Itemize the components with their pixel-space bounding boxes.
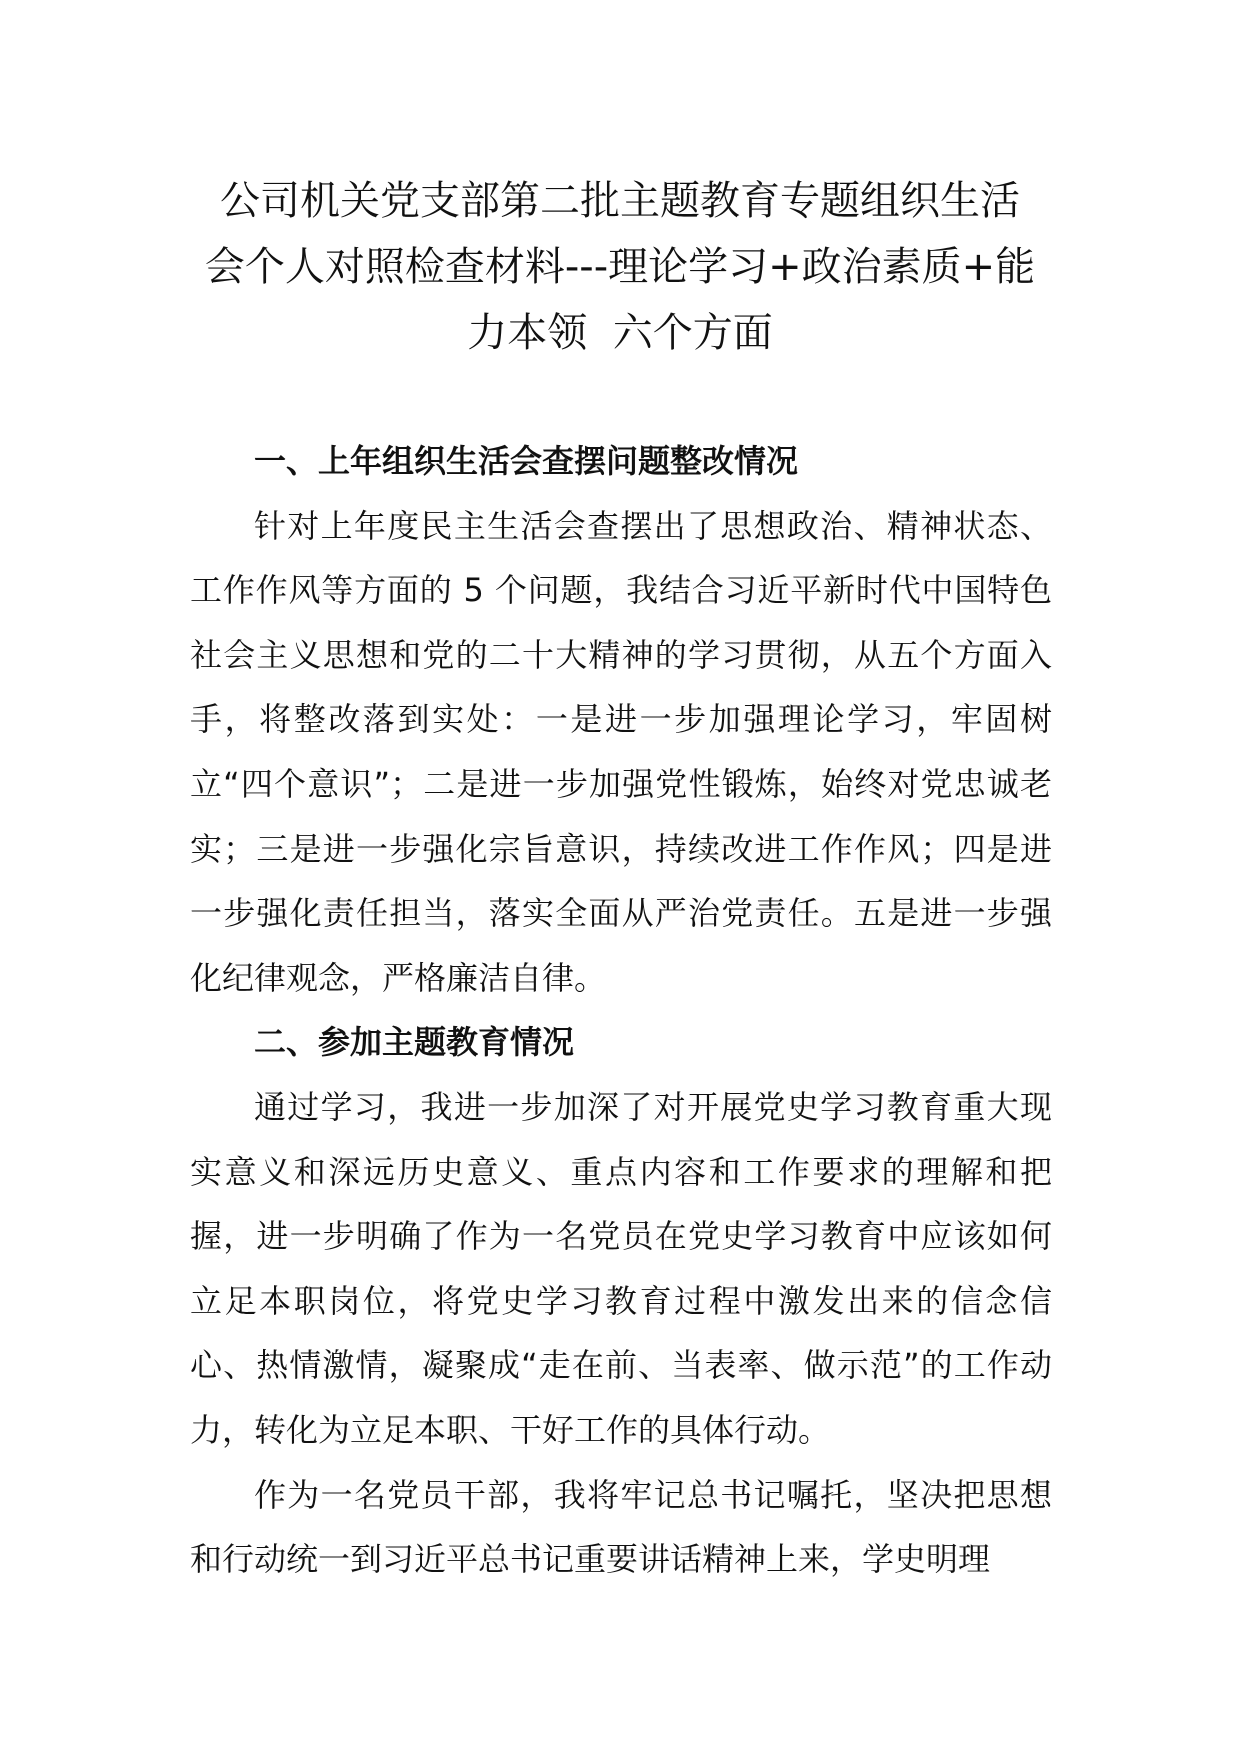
section-heading-2: 二、参加主题教育情况 [254, 1023, 575, 1062]
document-title [180, 168, 1060, 366]
section-1-paragraph-1: 针对上年度民主生活会查摆出了思想政治、精神状态、工作作风等方面的 5 个问题，我结合习近平新时代中国特色社会主义思想和党的二十大精神的学习贯彻，从五个方面入手，将整改落到实处：一是进一步加强理论学习，牢固树立“四个意识”；二是进一步加强党性锻炼，始终对党忠诚老实；三是进一步强化宗旨意识，持续改进工作作风；四是进一步强化责任担当，落实全面从严治党责任。五是进一步强化纪律观念，严格廉洁自律。 [190, 506, 1052, 997]
section-heading-1: 一、上年组织生活会查摆问题整改情况 [254, 442, 799, 480]
section-2-paragraph-2: 作为一名党员干部，我将牢记总书记嘱托，坚决把思想和行动统一到习近平总书记重要讲话精神上来，学史明理 [190, 1475, 1052, 1579]
title-line-3: 力本领 六个方面 [467, 310, 773, 356]
document-body [190, 429, 1052, 1592]
section-2-paragraph-1: 通过学习，我进一步加深了对开展党史学习教育重大现实意义和深远历史意义、重点内容和工作要求的理解和把握，进一步明确了作为一名党员在党史学习教育中应该如何立足本职岗位，将党史学习教育过程中激发出来的信念信心、热情激情，凝聚成“走在前、当表率、做示范”的工作动力，转化为立足本职、干好工作的具体行动。 [190, 1087, 1052, 1449]
title-line-2: 会个人对照检查材料---理论学习+政治素质+能 [204, 244, 1036, 290]
title-line-1: 公司机关党支部第二批主题教育专题组织生活 [220, 178, 1020, 224]
